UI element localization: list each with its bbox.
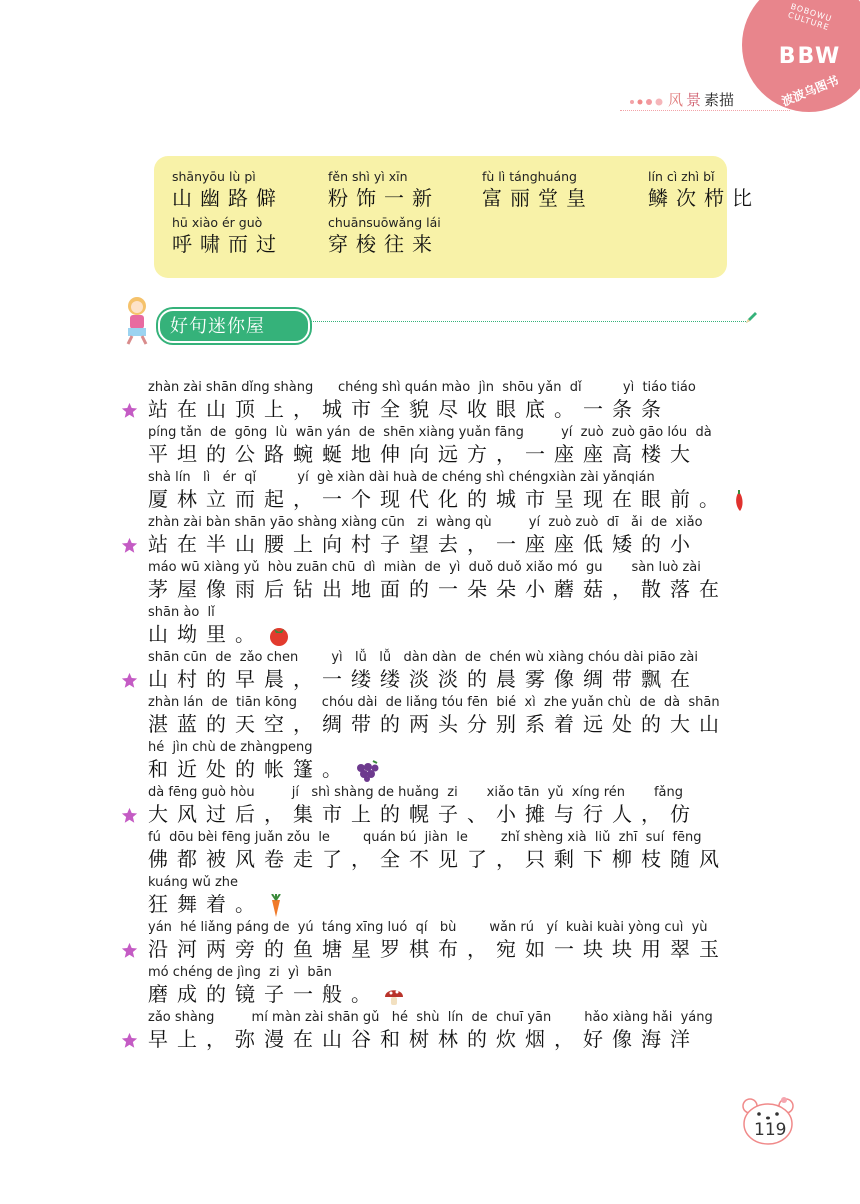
publisher-arc-text: BOBOWU CULTURE (786, 1, 834, 33)
vocabulary-pinyin: fù lì tánghuáng (482, 169, 577, 184)
line-text: 狂舞着。 (148, 892, 264, 916)
line-text: 山村的早晨，一缕缕淡淡的晨雾像绸带飘在 (148, 667, 699, 691)
section-title: 好句迷你屋 (170, 316, 265, 337)
page-number: 119 (754, 1120, 787, 1140)
line-pinyin: yán hé liǎng páng de yú táng xīng luó qí bù wǎn rú yí kuài kuài yòng cuì yù (148, 920, 708, 935)
vocabulary-pinyin: hū xiào ér guò (172, 215, 263, 230)
sentence-line (148, 380, 766, 422)
star-bullet-icon (121, 807, 138, 824)
line-pinyin: mó chéng de jìng zi yì bān (148, 965, 332, 980)
section-divider (310, 321, 746, 322)
sentence-line (148, 695, 766, 737)
vocabulary-item (172, 168, 290, 210)
line-pinyin: fú dōu bèi fēng juǎn zǒu le quán bú jiàn le zhǐ shèng xià liǔ zhī suí fēng (148, 830, 702, 845)
vocabulary-pinyin: lín cì zhì bǐ (648, 169, 715, 184)
sentence-line (148, 470, 766, 512)
vocabulary-row (172, 168, 758, 210)
line-text: 湛蓝的天空，绸带的两头分别系着远处的大山 (148, 712, 728, 736)
star-bullet-icon (121, 402, 138, 419)
line-pinyin: shān cūn de zǎo chen yì lǚ lǚ dàn dàn de chén wù xiàng chóu dài piāo zài (148, 650, 698, 665)
header-dots-icon (628, 96, 668, 108)
vocabulary-item (328, 168, 444, 210)
line-pinyin: máo wū xiàng yǔ hòu zuān chū dì miàn de yì duǒ duǒ xiǎo mó gu sàn luò zài (148, 560, 701, 575)
header-title: 素描 (704, 91, 735, 109)
line-pinyin: zǎo shàng mí màn zài shān gǔ hé shù lín de chuī yān hǎo xiàng hǎi yáng (148, 1010, 713, 1025)
vocabulary-box (154, 156, 760, 278)
line-text: 平坦的公路蜿蜒地伸向远方，一座座高楼大 (148, 442, 699, 466)
vocabulary-item (172, 214, 290, 256)
vocabulary-pinyin: chuānsuōwǎng lái (328, 215, 441, 230)
vocabulary-word: 鳞次栉比 (648, 186, 760, 210)
sentence-line (148, 740, 766, 782)
line-pinyin: zhàn zài bàn shān yāo shàng xiàng cūn zi wàng qù yí zuò zuò dī ǎi de xiǎo (148, 515, 703, 530)
header-title-char-2: 景 (686, 91, 702, 109)
line-text: 和近处的帐篷。 (148, 757, 351, 781)
header-title-char-1: 风 (668, 91, 684, 109)
star-bullet-icon (121, 942, 138, 959)
vocabulary-pinyin: fěn shì yì xīn (328, 169, 408, 184)
line-text: 大风过后，集市上的幌子、小摊与行人，仿 (148, 802, 699, 826)
sentence-line (148, 560, 766, 602)
star-bullet-icon (121, 537, 138, 554)
line-text: 厦林立而起，一个现代化的城市呈现在眼前。 (148, 487, 728, 511)
star-bullet-icon (121, 672, 138, 689)
vocabulary-item (328, 214, 458, 256)
sentence-line (148, 830, 766, 872)
line-pinyin: zhàn zài shān dǐng shàng chéng shì quán mào jìn shōu yǎn dǐ yì tiáo tiáo (148, 380, 696, 395)
pencil-icon (744, 311, 758, 325)
line-text: 佛都被风卷走了，全不见了，只剩下柳枝随风 (148, 847, 728, 871)
vocabulary-item (482, 168, 610, 210)
line-pinyin: shān ào lǐ (148, 605, 215, 620)
vocabulary-word: 富丽堂皇 (482, 186, 594, 210)
line-text: 站在山顶上，城市全貌尽收眼底。一条条 (148, 397, 670, 421)
tomato-icon (268, 626, 290, 646)
publisher-logo: BBW (778, 44, 842, 69)
sentence-line (148, 515, 766, 557)
vocabulary-word: 粉饰一新 (328, 186, 440, 210)
reading-girl-icon (118, 294, 156, 346)
line-text: 山坳里。 (148, 622, 264, 646)
grapes-icon (355, 760, 379, 782)
line-text: 早上，弥漫在山谷和树林的炊烟，好像海洋 (148, 1027, 699, 1051)
vocabulary-row (172, 214, 496, 256)
line-text: 沿河两旁的鱼塘星罗棋布，宛如一块块用翠玉 (148, 937, 728, 961)
line-pinyin: kuáng wǔ zhe (148, 875, 239, 890)
sentence-line (148, 650, 766, 692)
line-text: 茅屋像雨后钻出地面的一朵朵小蘑菇，散落在 (148, 577, 728, 601)
sentence-line (148, 1010, 766, 1052)
sentence-line (148, 605, 766, 647)
vocabulary-pinyin: shānyōu lù pì (172, 169, 256, 184)
vocabulary-word: 山幽路僻 (172, 186, 284, 210)
vocabulary-word: 呼啸而过 (172, 232, 284, 256)
publisher-name: 波波乌图书 (779, 73, 841, 109)
header-divider (620, 110, 790, 111)
carrot-icon (268, 894, 284, 918)
line-text: 磨成的镜子一般。 (148, 982, 380, 1006)
sentence-line (148, 965, 766, 1007)
vocabulary-item (648, 168, 758, 210)
line-pinyin: shà lín lì ér qǐ yí gè xiàn dài huà de chéng shì chéngxiàn zài yǎnqián (148, 470, 655, 485)
sentence-line (148, 785, 766, 827)
line-pinyin: dà fēng guò hòu jí shì shàng de huǎng zi xiǎo tān yǔ xíng rén fǎng (148, 785, 683, 800)
line-pinyin: píng tǎn de gōng lù wān yán de shēn xiàng yuǎn fāng yí zuò zuò gāo lóu dà (148, 425, 712, 440)
line-text: 站在半山腰上向村子望去，一座座低矮的小 (148, 532, 699, 556)
sentence-line (148, 875, 766, 918)
sentence-line (148, 425, 766, 467)
line-pinyin: zhàn lán de tiān kōng chóu dài de liǎng tóu fēn bié xì zhe yuǎn chù de dà shān (148, 695, 720, 710)
sentence-line (148, 920, 766, 962)
vocabulary-word: 穿梭往来 (328, 232, 440, 256)
star-bullet-icon (121, 1032, 138, 1049)
chili-pepper-icon (732, 490, 746, 512)
line-pinyin: hé jìn chù de zhàngpeng (148, 740, 313, 755)
mushroom-icon (384, 986, 404, 1006)
